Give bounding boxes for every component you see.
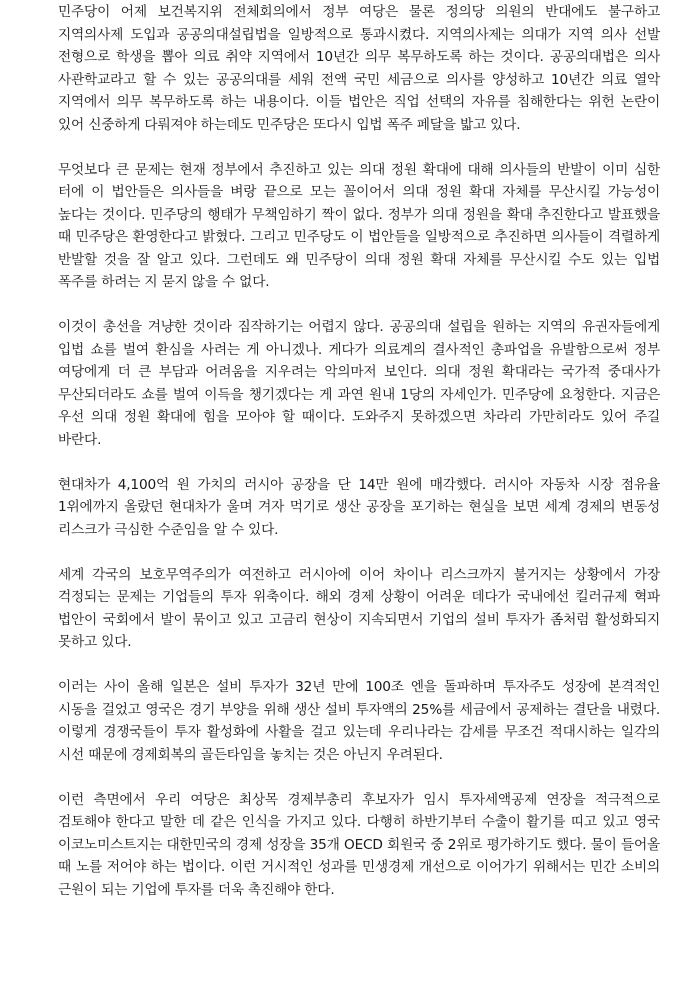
paragraph-1: 민주당이 어제 보건복지위 전체회의에서 정부 여당은 물론 정의당 의원의 반대에도 불구하고 지역의사제 도입과 공공의대설립법을 일방적으로 통과시켰다. 지역의사제는 의대가 지역 의사 선발 전형으로 학생을 뽑아 의료 취약 지역에서 10년간 의무 복무하도록 하는 것이다. 공공의대법은 의사 사관학교라고 할 수 있는 공공의대를 세워 전액 국민 세금으로 의사를 양성하고 10년간 의료 열악 지역에서 의무 복무하도록 하는 내용이다. 이들 법안은 직업 선택의 자유를 침해한다는 위헌 논란이 있어 신중하게 다뤄져야 하는데도 민주당은 또다시 입법 폭주 페달을 밟고 있다.	[58, 4, 660, 133]
paragraph-5: 세계 각국의 보호무역주의가 여전하고 러시아에 이어 차이나 리스크까지 불거지는 상황에서 가장 걱정되는 문제는 기업들의 투자 위축이다. 해외 경제 상황이 어려운 데다가 국내에선 킬러규제 혁파 법안이 국회에서 발이 묶이고 있고 고금리 현상이 지속되면서 기업의 설비 투자가 좀처럼 활성화되지 못하고 있다.	[58, 566, 660, 650]
paragraph-7: 이런 측면에서 우리 여당은 최상목 경제부총리 후보자가 임시 투자세액공제 연장을 적극적으로 검토해야 한다고 말한 데 같은 인식을 가지고 있다. 다행히 하반기부터 수출이 활기를 띠고 있고 영국 이코노미스트지는 대한민국의 경제 성장을 35개 OECD 회원국 중 2위로 평가하기도 했다. 물이 들어올 때 노를 저어야 하는 법이다. 이런 거시적인 성과를 민생경제 개선으로 이어가기 위해서는 민간 소비의 근원이 되는 기업에 투자를 더욱 촉진해야 한다.	[58, 791, 660, 898]
paragraph-6: 이러는 사이 올해 일본은 설비 투자가 32년 만에 100조 엔을 돌파하며 투자주도 성장에 본격적인 시동을 걸었고 영국은 경기 부양을 위해 생산 설비 투자액의 25%를 세금에서 공제하는 결단을 내렸다. 이렇게 경쟁국들이 투자 활성화에 사활을 걸고 있는데 우리나라는 감세를 무조건 적대시하는 일각의 시선 때문에 경제회복의 골든타임을 놓치는 것은 아닌지 우려된다.	[58, 679, 660, 763]
paragraph-4: 현대차가 4,100억 원 가치의 러시아 공장을 단 14만 원에 매각했다. 러시아 자동차 시장 점유율 1위에까지 올랐던 현대차가 울며 겨자 먹기로 생산 공장을 포기하는 현실을 보면 세계 경제의 변동성 리스크가 극심한 수준임을 알 수 있다.	[58, 476, 660, 538]
paragraph-3: 이것이 총선을 겨냥한 것이라 짐작하기는 어렵지 않다. 공공의대 설립을 원하는 지역의 유권자들에게 입법 쇼를 벌여 환심을 사려는 게 아니겠나. 게다가 의료계의 결사적인 총파업을 유발함으로써 정부 여당에게 더 큰 부담과 어려움을 지우려는 악의마저 보인다. 의대 정원 확대라는 국가적 중대사가 무산되더라도 쇼를 벌여 이득을 챙기겠다는 게 과연 원내 1당의 자세인가. 민주당에 요청한다. 지금은 우선 의대 정원 확대에 힘을 모아야 할 때이다. 도와주지 못하겠으면 차라리 가만히라도 있어 주길 바란다.	[58, 319, 660, 448]
paragraph-2: 무엇보다 큰 문제는 현재 정부에서 추진하고 있는 의대 정원 확대에 대해 의사들의 반발이 이미 심한 터에 이 법안들은 의사들을 벼랑 끝으로 모는 꼴이어서 의대 정원 확대 자체를 무산시킬 가능성이 높다는 것이다. 민주당의 행태가 무책임하기 짝이 없다. 정부가 의대 정원을 확대 추진한다고 발표했을 때 민주당은 환영한다고 밝혔다. 그리고 민주당도 이 법안들을 일방적으로 추진하면 의사들이 격렬하게 반발할 것을 잘 알고 있다. 그런데도 왜 민주당이 의대 정원 확대 자체를 무산시킬 수도 있는 입법 폭주를 하려는 지 묻지 않을 수 없다.	[58, 161, 660, 290]
